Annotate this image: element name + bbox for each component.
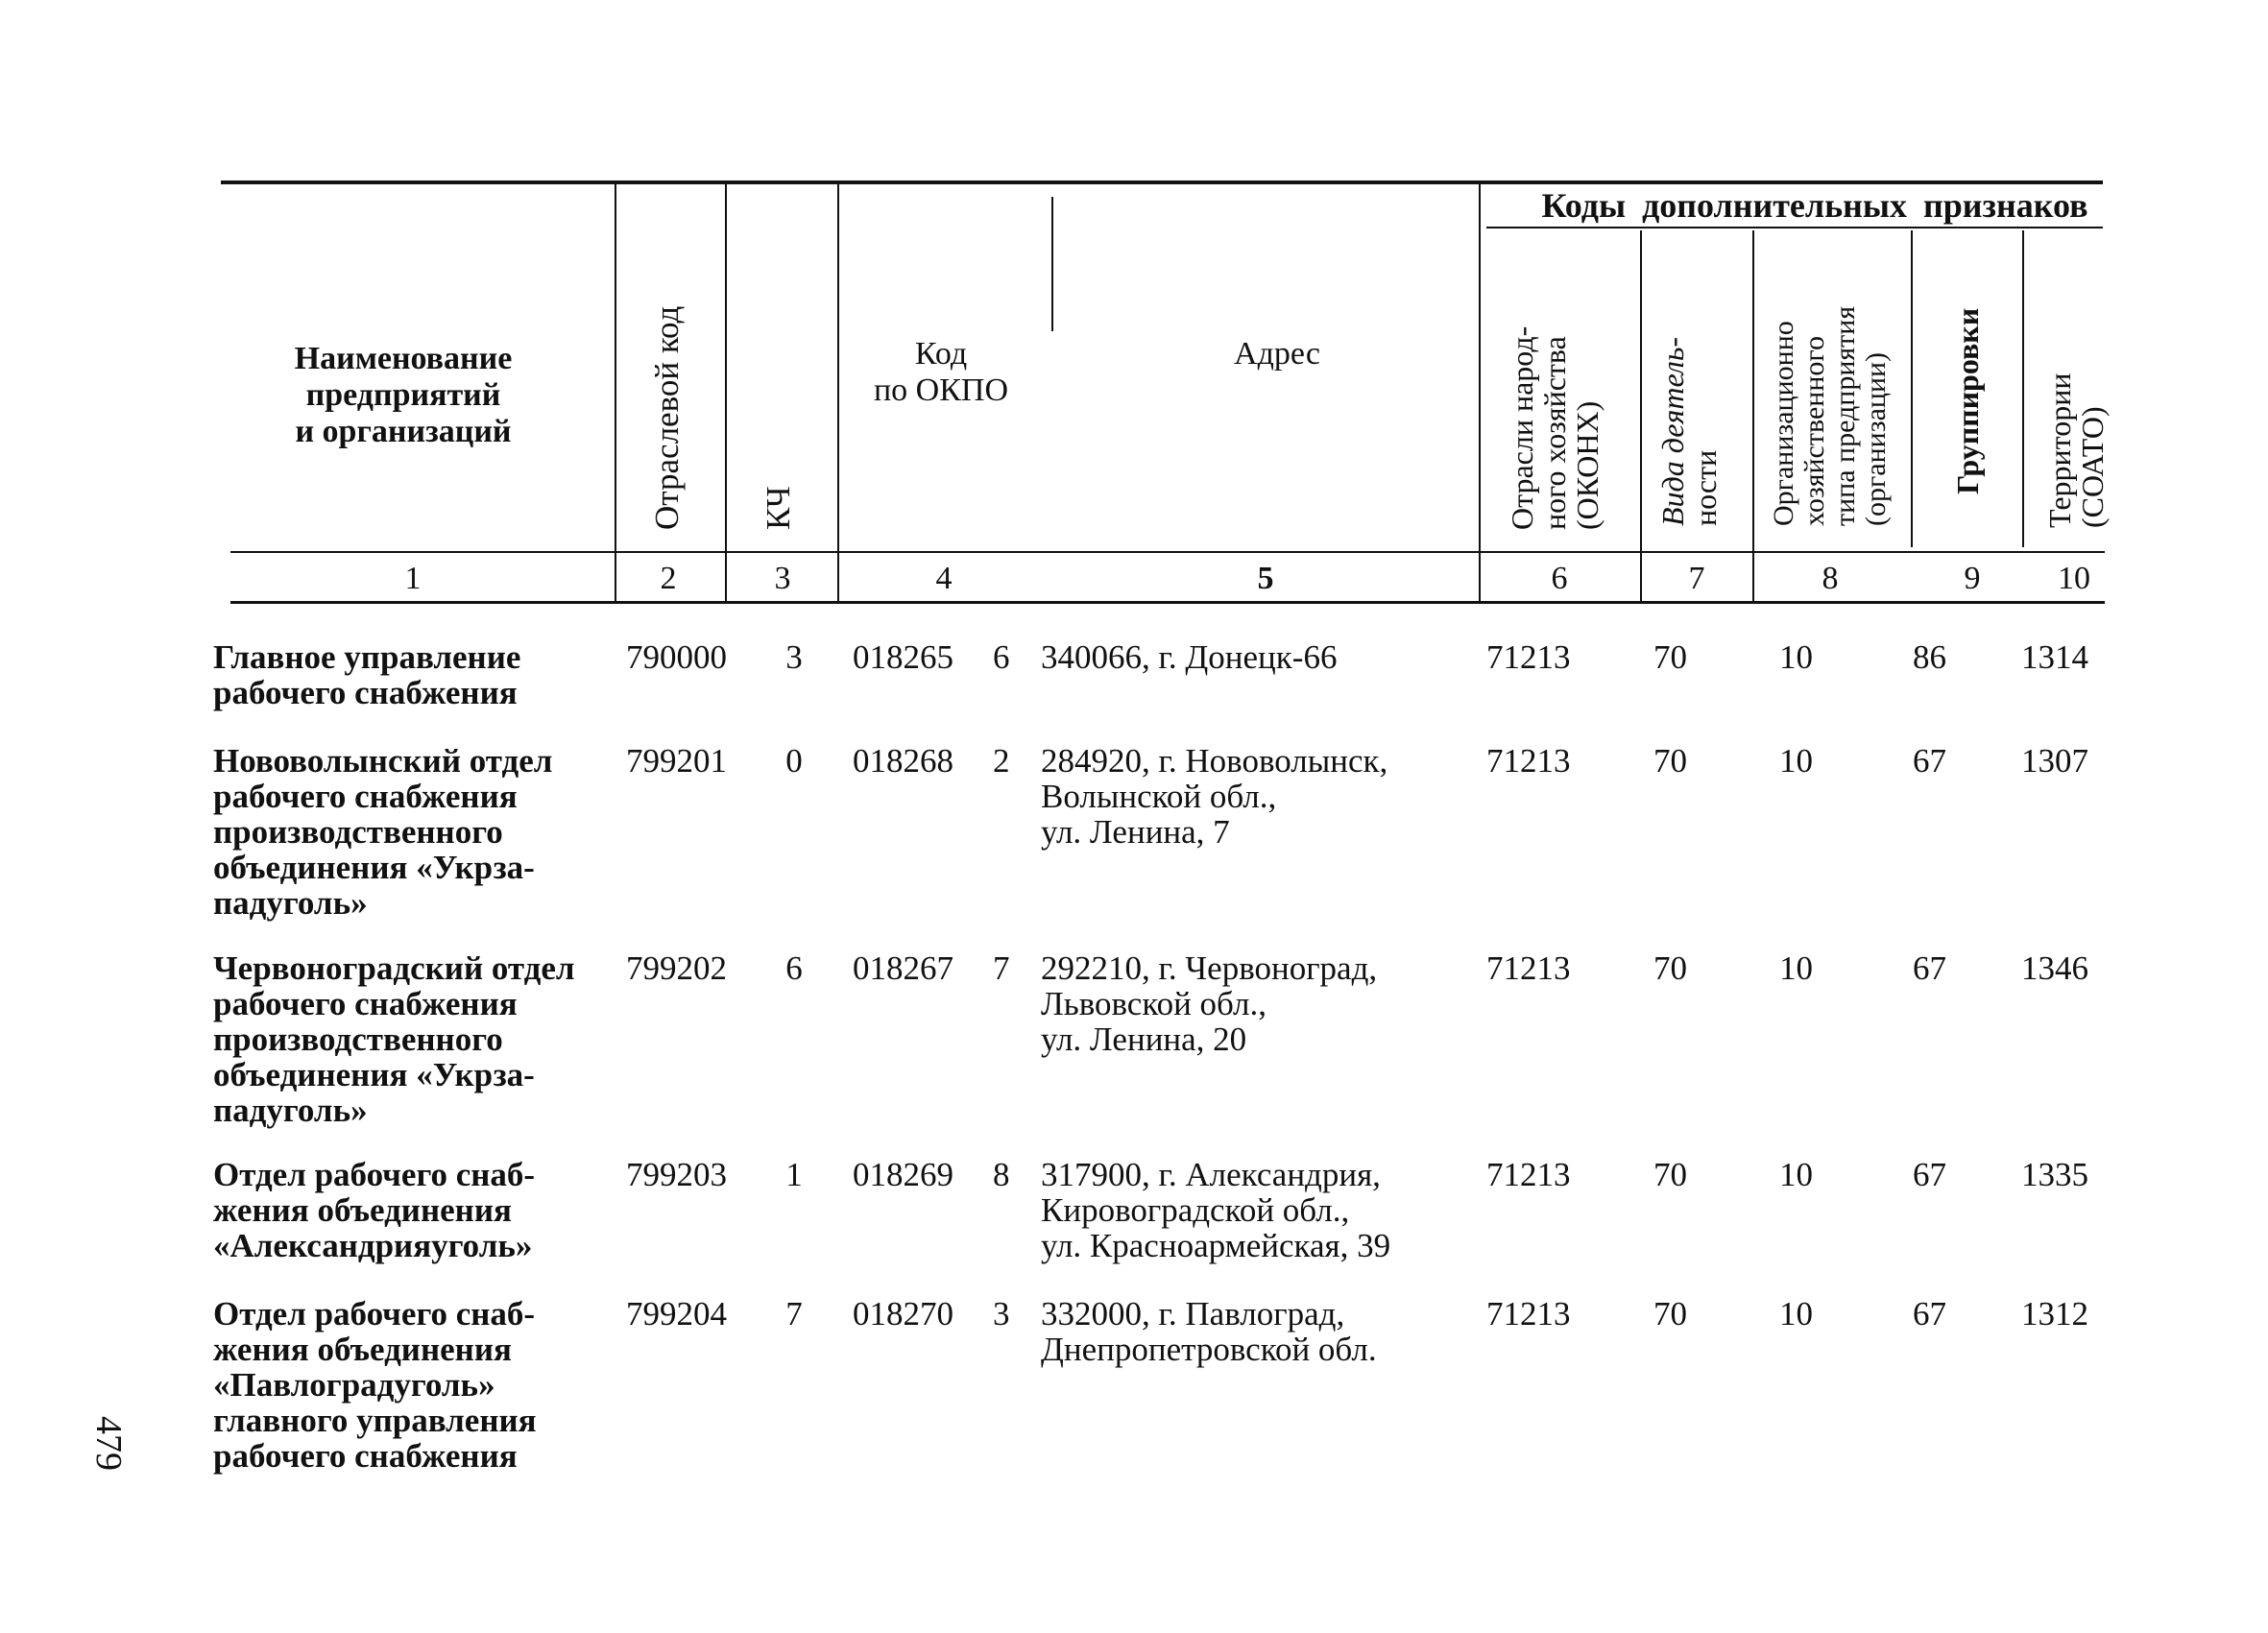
top-rule: [221, 180, 2103, 184]
header-name-line3: и организаций: [295, 414, 512, 449]
header-bottom-rule: [230, 551, 2105, 553]
row-branch-code: 799202: [626, 949, 727, 987]
col-rule-5: [1479, 184, 1481, 601]
row-activity: 70: [1653, 949, 1687, 987]
row-name: Отдел рабочего снаб- жения объединения «Павлоградуголь» главного управления рабочего снабжения: [213, 1295, 537, 1475]
col-rule-7: [1752, 230, 1754, 601]
row-territory: 1335: [2021, 1156, 2088, 1193]
header-okpo-line1: Код: [914, 336, 968, 372]
row-address: 332000, г. Павлоград, Днепропетровской обл.: [1041, 1295, 1377, 1368]
column-number-10: 10: [2058, 561, 2090, 596]
row-okpo-digit: 2: [993, 742, 1010, 780]
row-territory: 1314: [2021, 638, 2088, 676]
row-okonh: 71213: [1486, 1156, 1571, 1193]
column-number-4: 4: [935, 561, 953, 596]
row-kch: 7: [785, 1295, 803, 1333]
header-name-line2: предприятий: [305, 377, 501, 413]
header-branch-code: Отраслевой код: [648, 305, 686, 530]
header-okonh: Отрасли народ- ного хозяйства (ОКОНХ): [1505, 325, 1604, 530]
col-rule-9: [2022, 230, 2024, 547]
row-branch-code: 790000: [626, 638, 727, 676]
row-address: 284920, г. Нововолынск, Волынской обл., ул. Ленина, 7: [1041, 742, 1388, 851]
header-okpo: [826, 336, 1056, 409]
row-branch-code: 799204: [626, 1295, 727, 1333]
row-kch: 3: [785, 638, 803, 676]
row-grouping: 67: [1913, 742, 1946, 780]
row-org-type: 10: [1779, 949, 1813, 987]
row-okonh: 71213: [1486, 638, 1571, 676]
row-territory: 1312: [2021, 1295, 2088, 1333]
row-okonh: 71213: [1486, 1295, 1571, 1333]
row-activity: 70: [1653, 1156, 1687, 1193]
row-address: 317900, г. Александрия, Кировоградской обл., ул. Красноармейская, 39: [1041, 1156, 1391, 1264]
row-okpo-digit: 7: [993, 949, 1010, 987]
row-kch: 0: [785, 742, 803, 780]
header-territory: Территории (СОАТО): [2042, 372, 2110, 528]
row-territory: 1346: [2021, 949, 2088, 987]
row-activity: 70: [1653, 1295, 1687, 1333]
row-okpo: 018265: [853, 638, 953, 676]
column-number-6: 6: [1551, 561, 1568, 596]
col-rule-2: [725, 184, 727, 601]
header-kch: КЧ: [760, 486, 797, 530]
header-name: [259, 341, 547, 450]
row-name: Червоноградский отдел рабочего снабжения производственного объединения «Укрза- падуголь»: [213, 949, 575, 1129]
column-number-3: 3: [774, 561, 791, 596]
row-okpo: 018269: [853, 1156, 953, 1193]
extra-header-rule: [1486, 227, 2103, 228]
row-grouping: 86: [1913, 638, 1946, 676]
row-okonh: 71213: [1486, 742, 1571, 780]
row-okpo: 018267: [853, 949, 953, 987]
row-kch: 1: [785, 1156, 803, 1193]
row-okonh: 71213: [1486, 949, 1571, 987]
row-okpo-digit: 6: [993, 638, 1010, 676]
row-branch-code: 799201: [626, 742, 727, 780]
numbers-bottom-rule: [230, 601, 2105, 604]
header-address: Адрес: [1234, 336, 1320, 372]
row-okpo-digit: 8: [993, 1156, 1010, 1193]
row-grouping: 67: [1913, 1295, 1946, 1333]
row-address: 340066, г. Донецк-66: [1041, 638, 1338, 676]
row-okpo-digit: 3: [993, 1295, 1010, 1333]
row-org-type: 10: [1779, 742, 1813, 780]
header-name-line1: Наименование: [294, 341, 513, 376]
row-org-type: 10: [1779, 1156, 1813, 1193]
row-name: Главное управление рабочего снабжения: [213, 638, 521, 711]
row-grouping: 67: [1913, 949, 1946, 987]
row-name: Нововолынский отдел рабочего снабжения производственного объединения «Укрза- падуголь»: [213, 742, 553, 922]
row-org-type: 10: [1779, 1295, 1813, 1333]
column-number-5: 5: [1257, 561, 1274, 596]
header-activity: Вида деятель- ности: [1655, 336, 1723, 526]
column-number-2: 2: [660, 561, 677, 596]
column-number-9: 9: [1964, 561, 1981, 596]
row-grouping: 67: [1913, 1156, 1946, 1193]
column-number-1: 1: [404, 561, 422, 596]
row-territory: 1307: [2021, 742, 2088, 780]
page-number: 479: [88, 1416, 129, 1471]
header-org-type: Организационно хозяйственного типа предприятия (организации): [1768, 305, 1892, 526]
row-okpo: 018270: [853, 1295, 953, 1333]
row-okpo: 018268: [853, 742, 953, 780]
row-branch-code: 799203: [626, 1156, 727, 1193]
row-activity: 70: [1653, 742, 1687, 780]
column-number-8: 8: [1822, 561, 1839, 596]
col-rule-1: [615, 184, 616, 601]
column-number-7: 7: [1688, 561, 1705, 596]
col-rule-4: [1051, 197, 1053, 331]
row-activity: 70: [1653, 638, 1687, 676]
header-grouping: Группировки: [1950, 307, 1985, 494]
col-rule-6: [1640, 230, 1642, 601]
row-kch: 6: [785, 949, 803, 987]
header-okpo-line2: по ОКПО: [873, 372, 1009, 408]
header-extra-title: Коды дополнительных признаков: [1541, 186, 2088, 225]
row-name: Отдел рабочего снаб- жения объединения «Александрияуголь»: [213, 1156, 536, 1264]
col-rule-8: [1911, 230, 1913, 547]
row-org-type: 10: [1779, 638, 1813, 676]
row-address: 292210, г. Червоноград, Львовской обл., ул. Ленина, 20: [1041, 949, 1378, 1058]
